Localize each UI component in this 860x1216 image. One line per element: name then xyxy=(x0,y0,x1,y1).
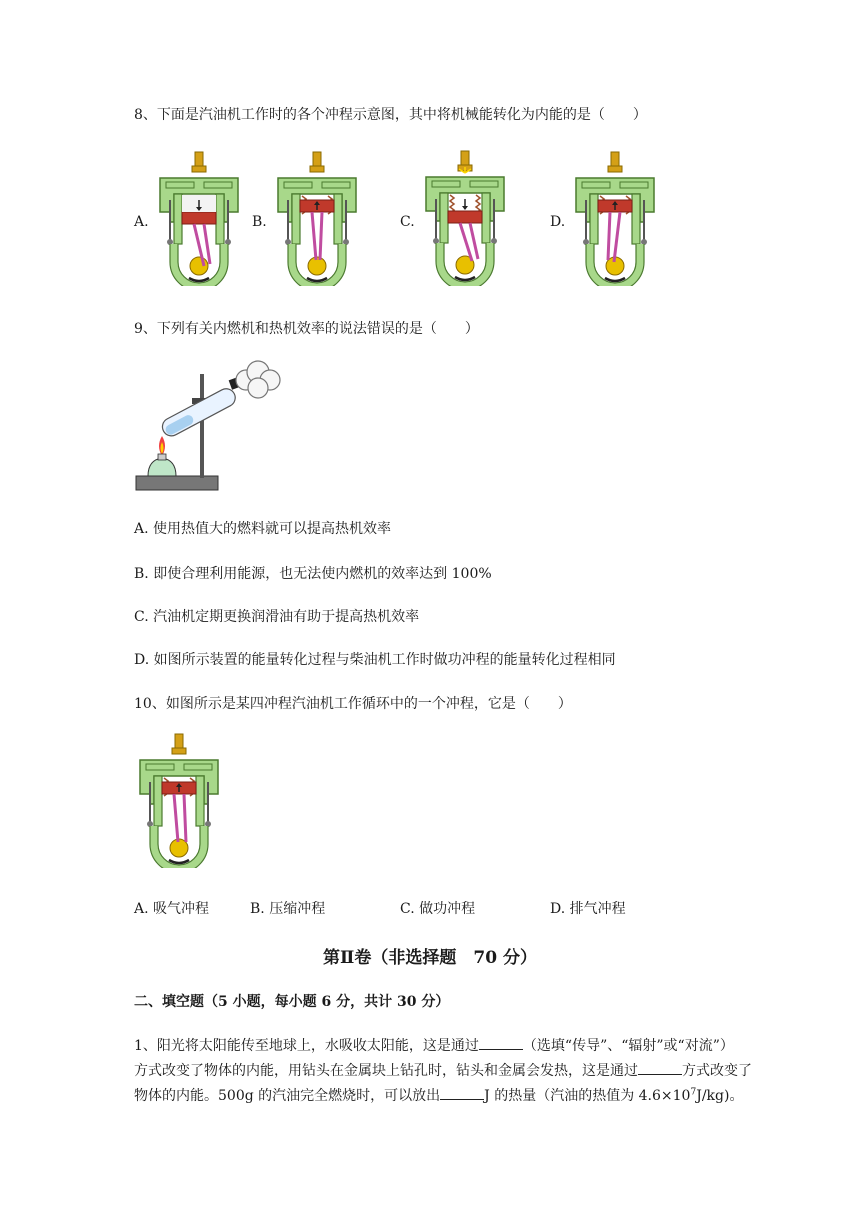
section-2-title: 第Ⅱ卷（非选择题 70 分） xyxy=(323,948,537,968)
q8-option-b-label: B. xyxy=(252,214,267,230)
q8-engine-a-diagram xyxy=(154,150,246,286)
q10-choice-b: B. 压缩冲程 xyxy=(250,901,326,917)
q9-choice-c: C. 汽油机定期更换润滑油有助于提高热机效率 xyxy=(134,609,420,625)
q9-choice-a: A. 使用热值大的燃料就可以提高热机效率 xyxy=(134,521,392,537)
fill-q1-text-3: 方式改变了物体的内能，用钻头在金属块上钻孔时，钻头和金属会发热，这是通过 xyxy=(134,1063,638,1079)
fill-q1-text-1: 1、阳光将太阳能传至地球上，水吸收太阳能，这是通过 xyxy=(134,1038,479,1054)
section-2-subtitle: 二、填空题（5 小题，每小题 6 分，共计 30 分） xyxy=(134,994,450,1010)
fill-q1-blank-3[interactable] xyxy=(440,1087,484,1100)
q10-choice-a: A. 吸气冲程 xyxy=(134,901,210,917)
question-8-stem: 8、下面是汽油机工作时的各个冲程示意图，其中将机械能转化为内能的是（ ） xyxy=(134,107,647,123)
question-9-stem: 9、下列有关内燃机和热机效率的说法错误的是（ ） xyxy=(134,321,479,337)
q9-choice-b: B. 即使合理利用能源，也无法使内燃机的效率达到 100% xyxy=(134,566,492,582)
q8-engine-c-diagram xyxy=(420,148,512,286)
fill-q1-line-1 xyxy=(134,1035,734,1055)
fill-q1-blank-2[interactable] xyxy=(638,1062,682,1075)
q8-option-d-label: D. xyxy=(550,214,566,230)
q10-engine-diagram xyxy=(134,732,226,868)
q8-option-a-label: A. xyxy=(134,214,149,230)
fill-q1-blank-1[interactable] xyxy=(479,1037,523,1050)
fill-q1-exponent: 7 xyxy=(690,1087,697,1098)
fill-q1-line-3 xyxy=(134,1085,743,1105)
q8-engine-d-diagram xyxy=(570,150,662,286)
fill-q1-text-6: J 的热量（汽油的热值为 4.6×10 xyxy=(484,1088,691,1104)
q8-option-c-label: C. xyxy=(400,214,415,230)
fill-q1-text-4: 方式改变了 xyxy=(682,1063,752,1079)
q10-choice-d: D. 排气冲程 xyxy=(550,901,626,917)
fill-q1-text-2: （选填“传导”、“辐射”或“对流”） xyxy=(522,1038,734,1054)
fill-q1-text-7: J/kg)。 xyxy=(696,1088,744,1104)
fill-q1-line-2 xyxy=(134,1060,752,1080)
question-10-stem: 10、如图所示是某四冲程汽油机工作循环中的一个冲程，它是（ ） xyxy=(134,696,572,712)
q9-choice-d: D. 如图所示装置的能量转化过程与柴油机工作时做功冲程的能量转化过程相同 xyxy=(134,652,616,668)
fill-q1-text-5: 物体的内能。500g 的汽油完全燃烧时，可以放出 xyxy=(134,1088,441,1104)
test-tube-steam-apparatus-diagram xyxy=(134,360,284,494)
q10-choice-c: C. 做功冲程 xyxy=(400,901,476,917)
q8-engine-b-diagram xyxy=(272,150,364,286)
